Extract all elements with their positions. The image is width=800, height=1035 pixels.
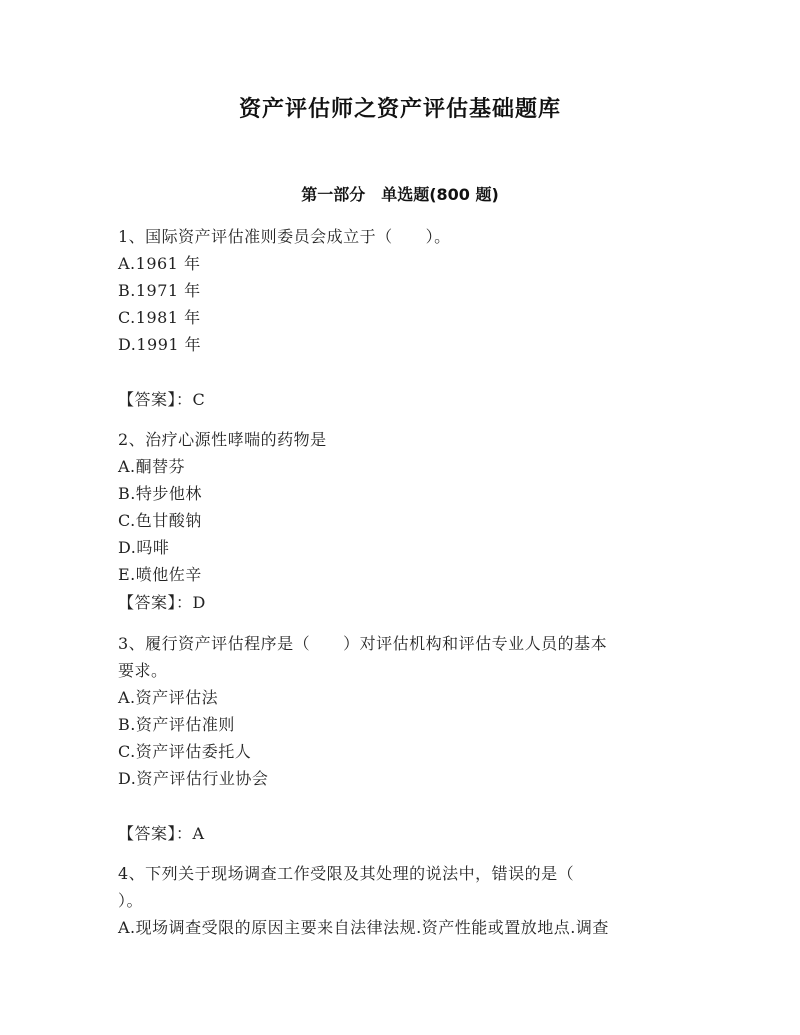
question-3-answer: 【答案】：A (118, 824, 205, 843)
question-1-stem: 1、国际资产评估准则委员会成立于（ ）。 (118, 227, 451, 246)
question-3-stem-line-2: 要求。 (118, 661, 168, 680)
question-1-option-a: A.1961 年 (118, 254, 201, 273)
question-2-option-b: B.特步他林 (118, 484, 202, 503)
question-4-stem-line-2: ）。 (118, 891, 144, 910)
question-2-answer: 【答案】：D (118, 593, 206, 612)
question-3-option-a: A.资产评估法 (118, 688, 219, 707)
question-1-answer: 【答案】：C (118, 390, 206, 409)
question-3-option-b: B.资产评估准则 (118, 715, 235, 734)
question-3-option-d: D.资产评估行业协会 (118, 769, 269, 788)
section-heading: 第一部分 单选题(800 题) (301, 185, 499, 204)
question-1-option-c: C.1981 年 (118, 308, 201, 327)
question-2-stem: 2、治疗心源性哮喘的药物是 (118, 430, 327, 449)
question-4-stem-line-1: 4、下列关于现场调查工作受限及其处理的说法中，错误的是（ (118, 864, 575, 883)
question-1-option-b: B.1971 年 (118, 281, 201, 300)
question-2-option-e: E.喷他佐辛 (118, 565, 202, 584)
question-4-option-a: A.现场调查受限的原因主要来自法律法规.资产性能或置放地点.调查 (118, 918, 609, 937)
question-3-option-c: C.资产评估委托人 (118, 742, 252, 761)
question-3-stem-line-1: 3、履行资产评估程序是（ ）对评估机构和评估专业人员的基本 (118, 634, 608, 653)
question-2-option-c: C.色甘酸钠 (118, 511, 202, 530)
document-title: 资产评估师之资产评估基础题库 (238, 97, 561, 122)
question-2-option-a: A.酮替芬 (118, 457, 186, 476)
question-2-option-d: D.吗啡 (118, 538, 170, 557)
question-1-option-d: D.1991 年 (118, 335, 202, 354)
